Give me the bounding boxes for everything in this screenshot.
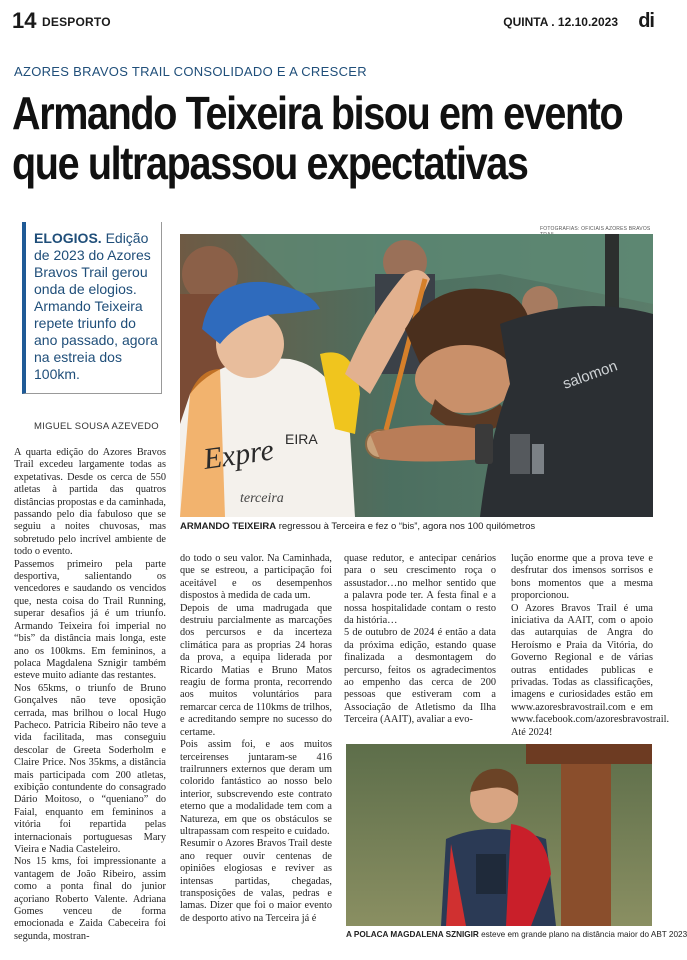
main-photo: [180, 234, 653, 517]
body-column-1: [14, 447, 166, 943]
paragraph: Resumir o Azores Bravos Trail deste ano requer ouvir centenas de opiniões elogiosas e reviver as intensas partidas, chegadas, transposições de valas, pedras e lamas. Dizer que foi o maior evento de desporto ativo na Terceira já é: [180, 838, 332, 924]
paragraph: Depois de uma madrugada que destruiu parcialmente as marcações dos percursos e da incerteza climática para as proprias 24 horas da prova, a equipa liderada por Ricardo Matias e Bruno Matos reagiu de forma pronta, recorrendo aos muitos voluntários para remarcar cerca de 110kms de trilhos, e acreditando sempre no sucesso do certame.: [180, 602, 332, 738]
paragraph: Pois assim foi, e aos muitos terceirenses juntaram-se 416 trailrunners externos que deram um colorido fantástico ao nosso belo interior, subscrevendo este contrato eterno que a modalidade tem com a Natureza, em que os obstáculos se ultrapassam com respeito e cuidado.: [180, 739, 332, 837]
lead-bold: ELOGIOS.: [34, 230, 102, 246]
paragraph: do todo o seu valor. Na Caminhada, que se estreou, a participação foi aceitável e os desempenhos dispostos à medida de cada um.: [180, 553, 332, 602]
photo-credit: FOTOGRAFIAS: OFICIAIS AZORES BRAVOS: [540, 226, 651, 232]
body-column-3: [344, 553, 496, 727]
lead-box: [22, 222, 162, 394]
main-photo-caption: [180, 521, 653, 532]
vest-text-3: terceira: [240, 491, 284, 506]
kicker: AZORES BRAVOS TRAIL CONSOLIDADO E A CRESCER: [14, 64, 367, 79]
issue-date: QUINTA . 12.10.2023: [503, 15, 618, 29]
page-header: [12, 8, 654, 38]
lead-text: Edição de 2023 do Azores Bravos Trail gerou onda de elogios. Armando Teixeira repete triunfo do ano passado, agora na estreia dos 100km.: [34, 230, 158, 382]
paragraph: 5 de outubro de 2024 é então a data da próxima edição, estando quase finalizada a desmontagem do percurso, feitos os agradecimentos ao empenho das cerca de 200 pessoas que estiveram com a Associação de Atletismo da Ilha Terceira (AAIT), avaliar a evo-: [344, 627, 496, 726]
brand-logo: di: [638, 10, 654, 32]
second-photo-illustration: [346, 744, 652, 926]
vest-text: Expre: [201, 433, 276, 476]
main-caption-text: regressou à Terceira e fez o “bis”, agora nos 100 quilómetros: [276, 521, 536, 532]
paragraph: Nos 15 kms, foi impressionante a vantagem de João Ribeiro, assim como a ponta final do junior açoriano Roberto Valente. Adriana Gomes venceu de forma emocionada e Zaida Cabeceira foi segunda, mostran-: [14, 856, 166, 942]
section-label: DESPORTO: [42, 15, 111, 29]
paragraph: quase redutor, e antecipar cenários para o seu crescimento roça o assustador…no melhor sentido que a palavra pode ter. A festa final e a nossa hospitalidade contam o resto da história…: [344, 553, 496, 627]
second-photo-caption: [346, 930, 687, 939]
second-photo: [346, 744, 652, 926]
second-caption-name: A POLACA MAGDALENA SZNIGIR: [346, 930, 479, 939]
body-column-2: [180, 553, 332, 925]
jersey-brand: salomon: [560, 357, 620, 393]
paragraph: Passemos primeiro pela parte desportiva, salientando os vencedores e saudando os vencidos que, nesta coisa do Trail Running, superar desafios já é um triunfo. Armando Teixeira foi imperial no “bis” da distância mais longa, este ano os 100kms. Em femininos, a polaca Magdalena Sznigir também esteve muito adiante das restantes.: [14, 558, 166, 682]
main-caption-name: ARMANDO TEIXEIRA: [180, 521, 277, 532]
body-column-4: [511, 553, 670, 739]
paragraph: O Azores Bravos Trail é uma iniciativa da AAIT, com o apoio das autarquias de Angra do Heroísmo e Praia da Vitória, do Governo Regional e de várias outras entidades publicas e privadas. Todas as classificações, imagens e curiosidades estão em www.azoresbravostrail.com e em www.facebook.com/azoresbravostrail. Até 2024!: [511, 602, 670, 738]
headline-line-2: que ultrapassou expectativas: [12, 137, 528, 189]
vest-text-2: EIRA: [285, 431, 318, 447]
paragraph: Nos 65kms, o triunfo de Bruno Gonçalves não teve oposição cerrada, mas brilhou o local Hugo Pacheco. Patricia Ribeiro não teve a vida facilitada, mas conseguiu descolar de Greeta Soderholm e Claire Price. Nos 35kms, a distância mais participada com 200 atletas, exibição contundente do consagrado Dário Moitoso, o “queniano” do Faial, enquanto em femininos a vitória foi repartida pelas internacionais portuguesas Mary Vieira e Nadia Casteleiro.: [14, 682, 166, 855]
main-photo-illustration: [180, 234, 653, 517]
headline-line-1: Armando Teixeira bisou em evento: [12, 87, 623, 139]
byline: MIGUEL SOUSA AZEVEDO: [34, 421, 159, 432]
paragraph: A quarta edição do Azores Bravos Trail excedeu largamente todas as expetativas. Desde os cerca de 550 atletas à partida das quatros distâncias propostas e da caminhada, passando pelo dia fabuloso que se seguiu a noites chuvosas, mas sobretudo pelo incrível ambiente de todo o evento.: [14, 447, 166, 558]
paragraph: lução enorme que a prova teve e desfrutar dos imensos sorrisos e bons momentos que a mesma proporcionou.: [511, 553, 653, 602]
headline: [12, 88, 666, 188]
page-number: 14: [12, 8, 37, 33]
second-caption-text: esteve em grande plano na distância maior do ABT 2023: [478, 930, 687, 939]
